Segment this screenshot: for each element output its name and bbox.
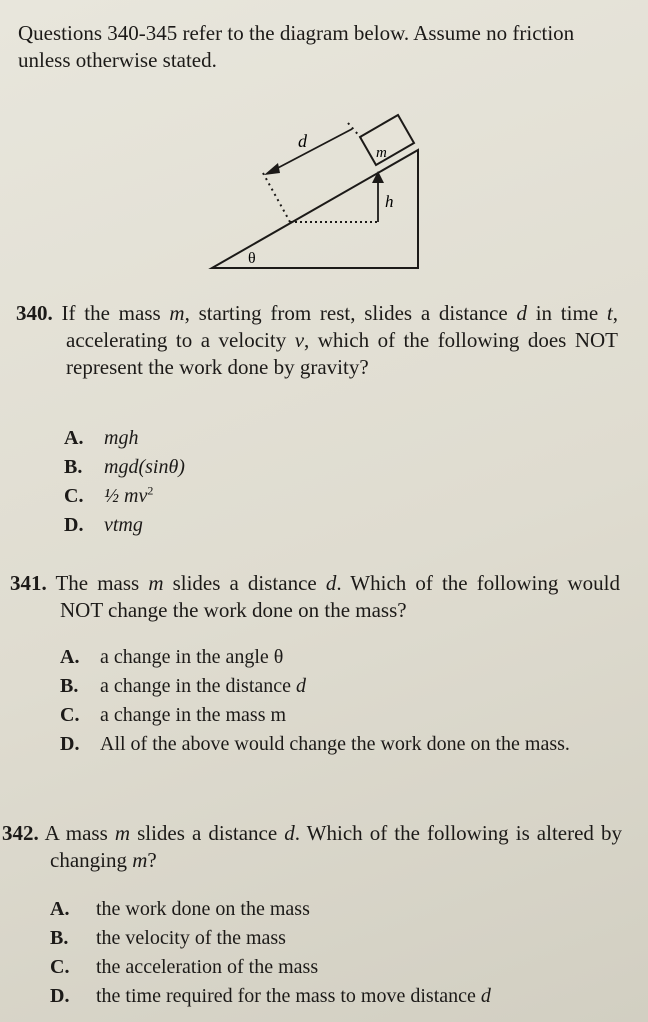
option-d: D. the time required for the mass to move distance d — [50, 985, 491, 1007]
option-a: A. mgh — [64, 427, 139, 449]
question-stem: 340. If the mass m, starting from rest, slides a distance d in time t, accelerating to a velocity v, which of the following does NOT represent the work done by gravity? — [16, 301, 618, 379]
incline-diagram — [200, 105, 430, 275]
label-m: m — [376, 145, 387, 161]
option-d: D. All of the above would change the work done on the mass. — [60, 733, 570, 755]
question-340 — [16, 300, 618, 381]
options-342 — [50, 895, 640, 1011]
option-a: A. the work done on the mass — [50, 898, 310, 920]
distance-arrowhead — [264, 163, 280, 175]
question-number: 341. — [10, 571, 47, 595]
option-a: A. a change in the angle θ — [60, 646, 284, 668]
option-b: B. the velocity of the mass — [50, 927, 286, 949]
distance-arrow-line — [272, 129, 352, 171]
option-b: B. a change in the distance d — [60, 675, 307, 697]
question-341 — [10, 570, 620, 624]
question-number: 342. — [2, 821, 39, 845]
question-stem: 341. The mass m slides a distance d. Which of the following would NOT change the work done on the mass? — [10, 571, 620, 622]
options-340 — [64, 424, 584, 540]
option-d: D. vtmg — [64, 514, 143, 536]
option-c: C. ½ $mv^2$ — [64, 483, 154, 507]
label-theta: θ — [248, 250, 256, 267]
option-b: B. mgd(sinθ) — [64, 456, 185, 478]
label-d: d — [298, 131, 307, 151]
question-342 — [2, 820, 622, 874]
height-arrowhead — [372, 171, 384, 183]
option-c: C. a change in the mass m — [60, 704, 287, 726]
question-stem: 342. A mass m slides a distance d. Which of the following is altered by changing m? — [2, 821, 622, 872]
options-341 — [60, 643, 625, 759]
question-number: 340. — [16, 301, 53, 325]
option-c: C. the acceleration of the mass — [50, 956, 319, 978]
label-h: h — [385, 192, 394, 211]
intro-text: Questions 340-345 refer to the diagram below. Assume no friction unless otherwise stated. — [18, 21, 575, 72]
start-dotted-line — [263, 173, 290, 222]
